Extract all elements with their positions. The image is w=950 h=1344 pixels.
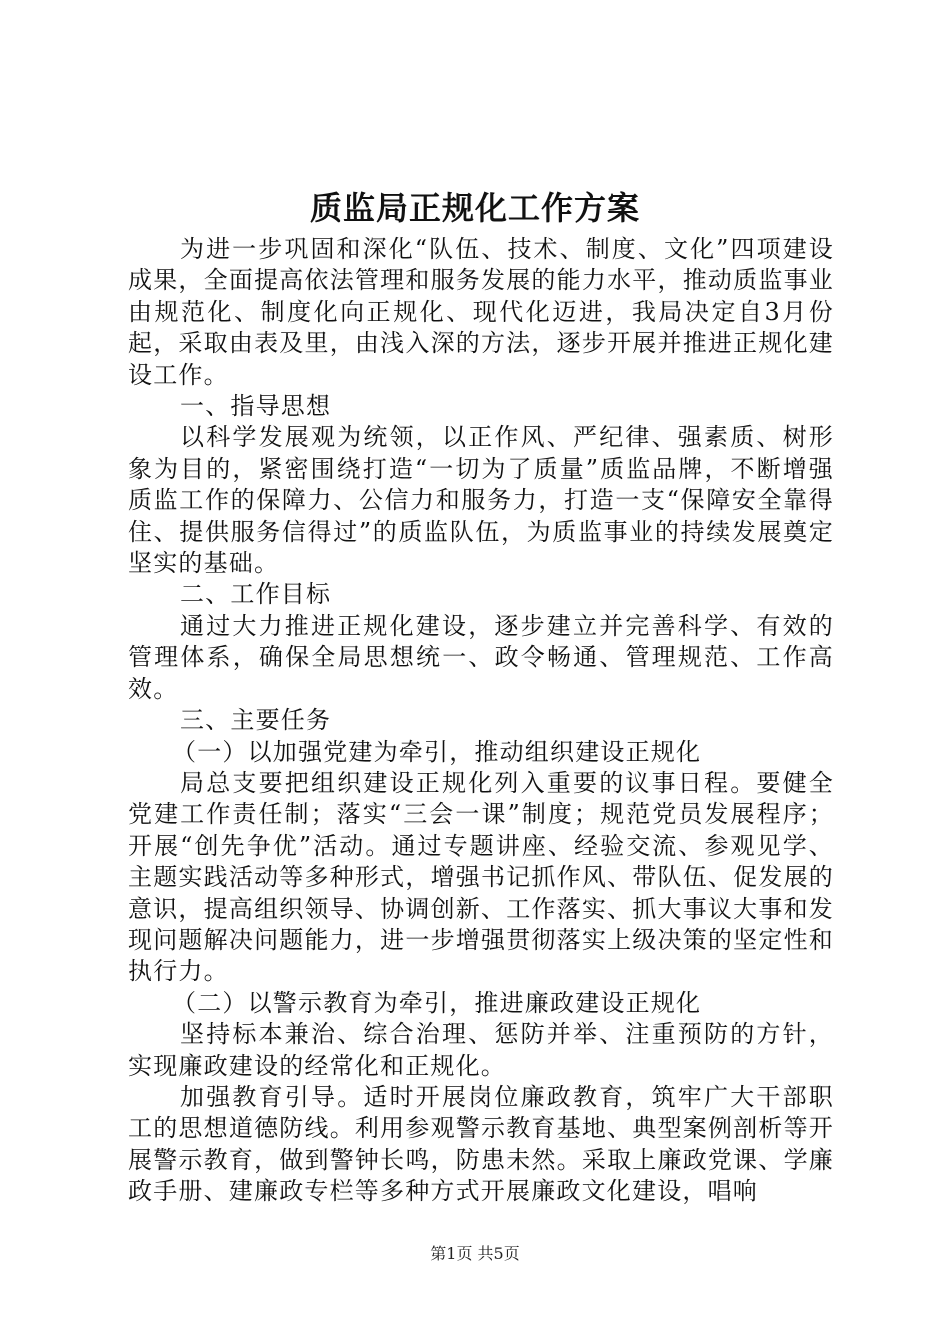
section-heading-main-tasks: 三、主要任务	[180, 706, 332, 735]
section-heading-guiding-ideology: 一、指导思想	[180, 392, 332, 421]
document-body	[128, 234, 834, 1208]
guiding-ideology-paragraph: 以科学发展观为统领，以正作风、严纪律、强素质、树形象为目的，紧密围绕打造“一切为了质量”质监品牌，不断增强质监工作的保障力、公信力和服务力，打造一支“保障安全靠得住、提供服务信得过”的质监队伍，为质监事业的持续发展奠定坚实的基础。	[128, 423, 834, 578]
section-heading-work-goals: 二、工作目标	[180, 580, 332, 609]
sub-heading-integrity-building: （二）以警示教育为牵引，推进廉政建设正规化	[172, 988, 702, 1017]
document-title: 质监局正规化工作方案	[309, 189, 640, 227]
integrity-building-paragraph: 坚持标本兼治、综合治理、惩防并举、注重预防的方针，实现廉政建设的经常化和正规化。	[128, 1020, 834, 1080]
party-building-paragraph: 局总支要把组织建设正规化列入重要的议事日程。要健全党建工作责任制；落实“三会一课”制度；规范党员发展程序；开展“创先争优”活动。通过专题讲座、经验交流、参观见学、主题实践活动等多种形式，增强书记抓作风、带队伍、促发展的意识，提高组织领导、协调创新、工作落实、抓大事议大事和发现问题解决问题能力，进一步增强贯彻落实上级决策的坚定性和执行力。	[128, 768, 834, 986]
sub-heading-party-building: （一）以加强党建为牵引，推动组织建设正规化	[172, 737, 702, 766]
page-footer: 第1页 共5页	[430, 1244, 520, 1263]
education-guidance-paragraph: 加强教育引导。适时开展岗位廉政教育，筑牢广大干部职工的思想道德防线。利用参观警示教育基地、典型案例剖析等开展警示教育，做到警钟长鸣，防患未然。采取上廉政党课、学廉政手册、建廉政专栏等多种方式开展廉政文化建设，唱响	[128, 1082, 834, 1206]
intro-paragraph: 为进一步巩固和深化“队伍、技术、制度、文化”四项建设成果，全面提高依法管理和服务发展的能力水平，推动质监事业由规范化、制度化向正规化、现代化迈进，我局决定自3月份起，采取由表及里，由浅入深的方法，逐步开展并推进正规化建设工作。	[128, 235, 834, 389]
work-goals-paragraph: 通过大力推进正规化建设，逐步建立并完善科学、有效的管理体系，确保全局思想统一、政令畅通、管理规范、工作高效。	[128, 611, 834, 703]
